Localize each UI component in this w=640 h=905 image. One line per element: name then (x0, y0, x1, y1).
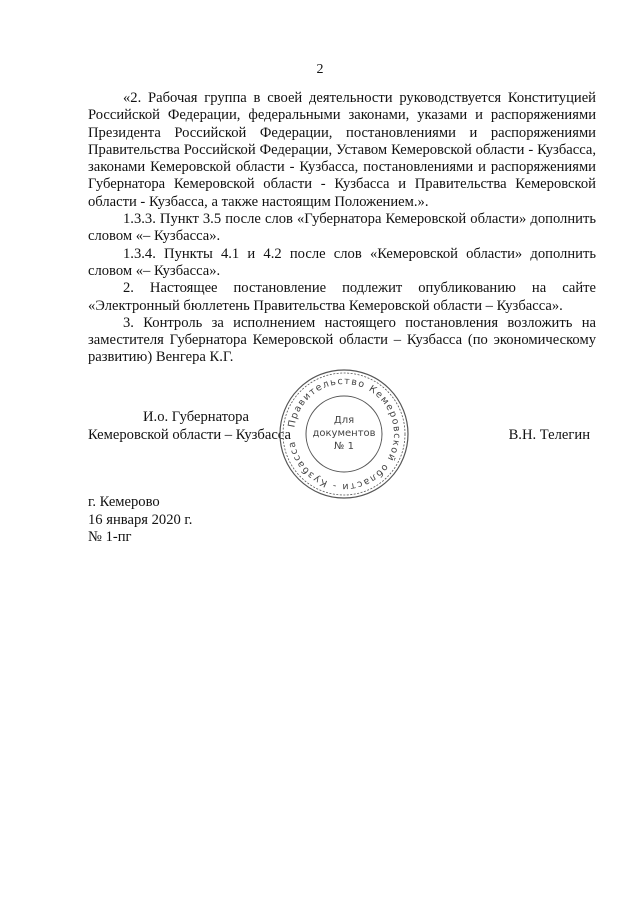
footer-number: № 1-пг (88, 529, 132, 545)
footer-city: г. Кемерово (88, 494, 160, 510)
official-stamp (276, 366, 412, 502)
document-body (88, 90, 596, 367)
page-number: 2 (316, 62, 324, 77)
stamp-center-line3: № 1 (334, 441, 354, 452)
stamp-center-line1: Для (333, 415, 355, 426)
footer-date: 16 января 2020 г. (88, 511, 193, 528)
paragraph: 3. Контроль за исполнением настоящего постановления возложить на заместителя Губернатора Кемеровской области – Кузбасса (по экономическому развитию) Венгера К.Г. (88, 314, 596, 366)
signature-title-line2: Кемеровской области – Кузбасса (88, 427, 291, 443)
stamp-ring-text: Правительство Кемеровской области - Кузбасса (286, 375, 403, 493)
paragraph: 1.3.3. Пункт 3.5 после слов «Губернатора Кемеровской области» дополнить словом «– Кузбасса». (88, 211, 596, 245)
signer-name: В.Н. Телегин (508, 427, 590, 443)
signature-title (88, 408, 291, 444)
document-footer (88, 494, 192, 547)
stamp-center-line2: документов (312, 428, 376, 439)
paragraph: 1.3.4. Пункты 4.1 и 4.2 после слов «Кемеровской области» дополнить словом «– Кузбасса». (88, 245, 596, 279)
paragraph: «2. Рабочая группа в своей деятельности руководствуется Конституцией Российской Федерации, федеральными законами, указами и распоряжениями Президента Российской Федерации, постановлениями и распоряжениями Правительства Российской Федерации, Уставом Кемеровской области - Кузбасса, законами Кемеровской области - Кузбасса, постановлениями и распоряжениями Губернатора Кемеровской области - Кузбасса и Правительства Кемеровской области - Кузбасса, а также настоящим Положением.». (88, 90, 596, 210)
paragraph: 2. Настоящее постановление подлежит опубликованию на сайте «Электронный бюллетень Правительства Кемеровской области – Кузбасса». (88, 280, 596, 314)
signature-title-line1: И.о. Губернатора (143, 409, 249, 425)
